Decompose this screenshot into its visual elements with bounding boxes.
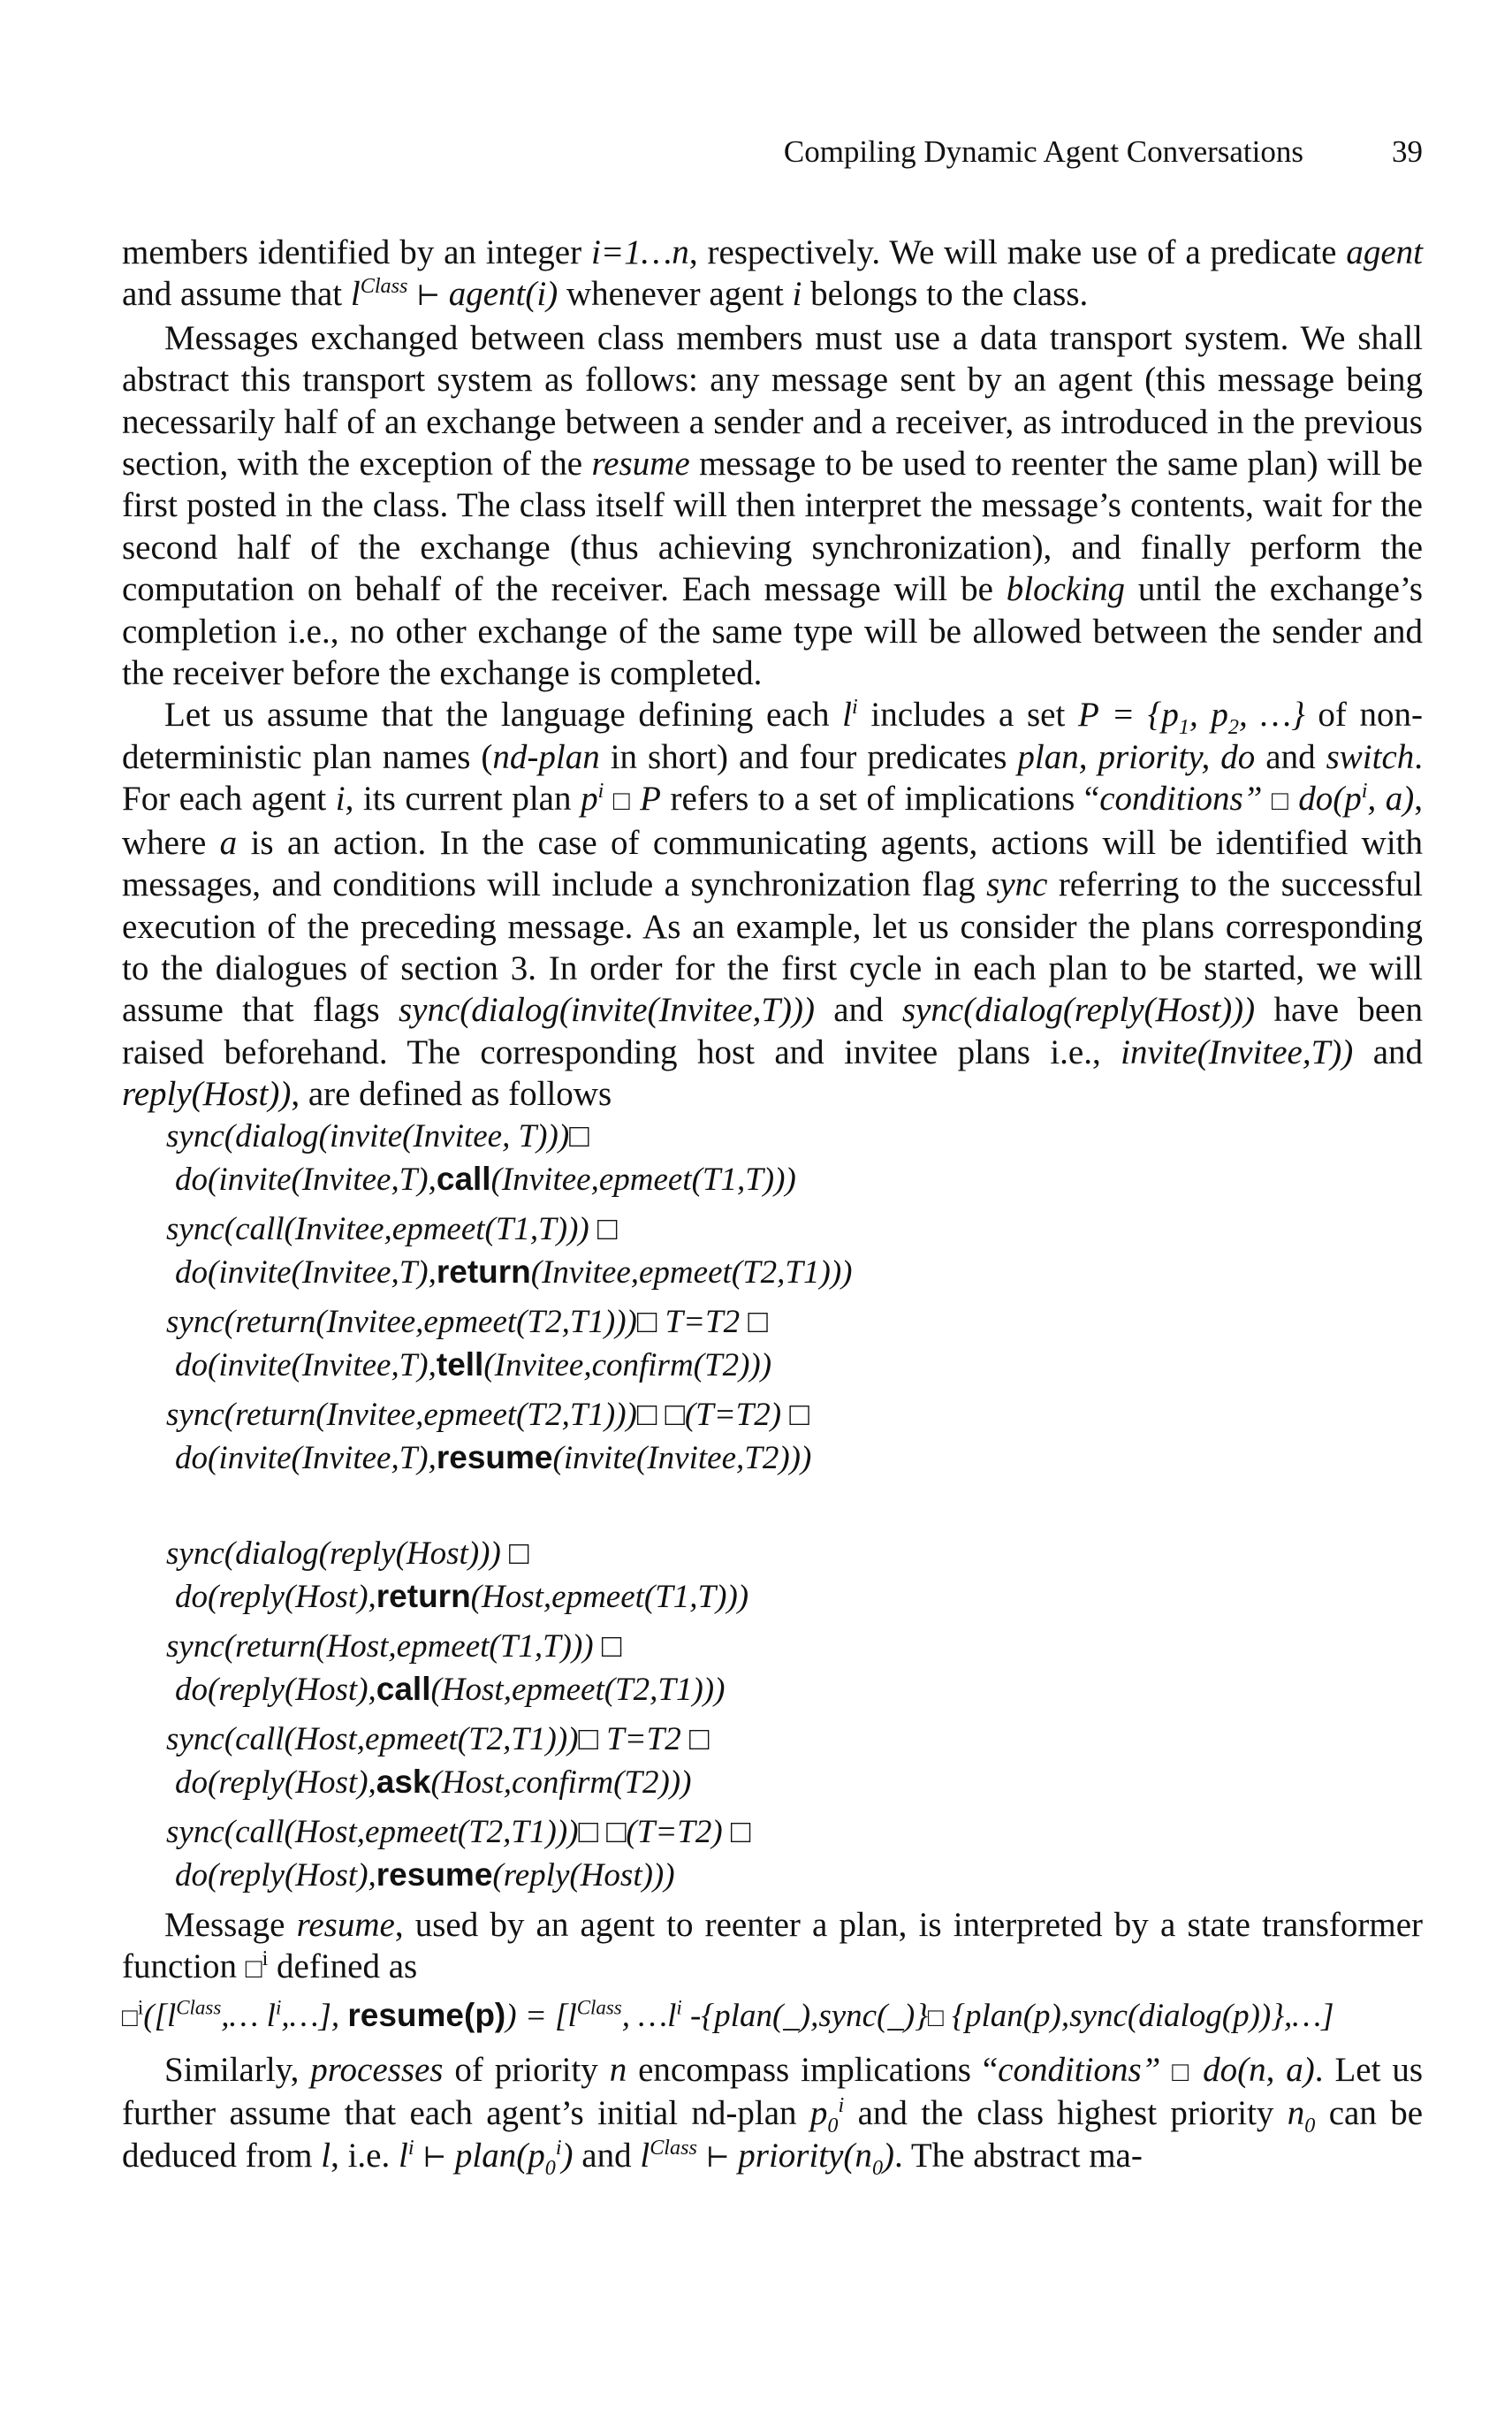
invite-plan-rules [166, 1116, 1423, 1480]
code-rule [166, 1811, 1423, 1897]
page-number: 39 [1392, 134, 1423, 169]
code-rule [166, 1301, 1423, 1387]
message-keyword: call [436, 1160, 491, 1197]
rule-action: do(reply(Host),resume(reply(Host))) [175, 1855, 675, 1893]
paragraph-2: Messages exchanged between class members must use a data transport system. We shall abstract this transport system as follows: any message sent by an agent (this message being necessarily half of an exchange between a sender and a receiver, as introduced in the previous section, with the exception of the resume message to be used to reenter the same plan) will be first posted in the class. The class itself will then interpret the message’s contents, wait for the second half of the exchange (thus achieving synchronization), and finally perform the computation on behalf of the receiver. Each message will be blocking until the exchange’s completion i.e., no other exchange of the same type will be allowed between the sender and the receiver before the exchange is completed. [122, 318, 1424, 693]
rule-action: do(reply(Host),call(Host,epmeet(T2,T1))) [175, 1670, 726, 1708]
rule-action: do(invite(Invitee,T),call(Invitee,epmeet(T1,T))) [175, 1160, 796, 1198]
rule-condition: sync(call(Host,epmeet(T2,T1)))□ T=T2 □ [166, 1720, 710, 1757]
code-rule [166, 1116, 1423, 1201]
rule-condition: sync(return(Invitee,epmeet(T2,T1)))□ T=T2 □ [166, 1303, 768, 1340]
message-keyword: resume [436, 1438, 553, 1475]
running-header [122, 134, 1423, 179]
message-keyword: ask [376, 1763, 431, 1800]
paragraph-5: Similarly, processes of priority n encompass implications “conditions” □ do(n, a). Let us further assume that each agent’s initial nd-plan $p_0^i$ and the class highest priority $n_0$ can be deduced from l, i.e. $l^i$ ⊢ $plan(p_0^i)$ and $l^{Class}$ ⊢ $priority(n_0)$. The abstract ma- [122, 2050, 1424, 2180]
message-keyword: resume [376, 1855, 493, 1893]
running-title: Compiling Dynamic Agent Conversations [783, 134, 1303, 169]
paragraph-1: members identified by an integer i=1…n, respectively. We will make use of a predicate agent and assume that $l^{Class}$ ⊢ agent(i) whenever agent i belongs to the class. [122, 233, 1423, 314]
rule-action: do(reply(Host),return(Host,epmeet(T1,T))) [175, 1577, 749, 1615]
code-rule [166, 1718, 1423, 1804]
code-rule [166, 1208, 1423, 1294]
code-rule [166, 1394, 1423, 1480]
rule-condition: sync(return(Host,epmeet(T1,T))) □ [166, 1627, 622, 1665]
rule-action: do(invite(Invitee,T),tell(Invitee,confirm(T2))) [175, 1345, 772, 1383]
paragraph-3: Let us assume that the language defining each $l^i$ includes a set $P = \{p_1$, $p_2$, …} of non-deterministic plan names (nd-plan in short) and four predicates plan, priority, do and switch. For each agent i, its current plan $p^i$ □ P refers to a set of implications “conditions” □ $do(p^i$, a), where a is an action. In the case of communicating agents, actions will be identified with messages, and conditions will include a synchronization flag sync referring to the successful execution of the preceding message. As an example, let us consider the plans corresponding to the dialogues of section 3. In order for the first cycle in each plan to be started, we will assume that flags sync(dialog(invite(Invitee,T))) and sync(dialog(reply(Host))) have been raised beforehand. The corresponding host and invitee plans i.e., invite(Invitee,T)) and reply(Host)), are defined as follows [122, 695, 1424, 1114]
rule-action: do(invite(Invitee,T),return(Invitee,epmeet(T2,T1))) [175, 1253, 853, 1291]
resume-formula: $□^i([l^{Class},\dots$ $l^i,\dots$], resume(p)) = [$l^{Class}$, $\dots l^i$ -{plan(_),sync(_)}□ {plan(p),sync(dialog(p))},…] [122, 1997, 1334, 2035]
rule-condition: sync(return(Invitee,epmeet(T2,T1)))□ □(T=T2) □ [166, 1396, 809, 1433]
message-keyword: return [376, 1577, 471, 1614]
page-body [122, 232, 1423, 2178]
rule-condition: sync(call(Host,epmeet(T2,T1)))□ □(T=T2) □ [166, 1813, 751, 1850]
message-keyword: tell [436, 1345, 484, 1383]
rule-action: do(invite(Invitee,T),resume(invite(Invitee,T2))) [175, 1438, 812, 1476]
rule-action: do(reply(Host),ask(Host,confirm(T2))) [175, 1763, 692, 1801]
rule-condition: sync(dialog(invite(Invitee, T)))□ [166, 1117, 589, 1154]
rule-condition: sync(call(Invitee,epmeet(T1,T))) □ [166, 1210, 618, 1247]
message-keyword: return [436, 1253, 531, 1290]
reply-plan-rules [166, 1533, 1423, 1897]
code-rule [166, 1626, 1423, 1711]
message-keyword: call [376, 1670, 431, 1707]
code-rule [166, 1533, 1423, 1619]
paragraph-4: Message resume, used by an agent to reenter a plan, is interpreted by a state transformer function □$^i$ defined as [122, 1905, 1423, 1985]
rule-condition: sync(dialog(reply(Host))) □ [166, 1535, 529, 1572]
